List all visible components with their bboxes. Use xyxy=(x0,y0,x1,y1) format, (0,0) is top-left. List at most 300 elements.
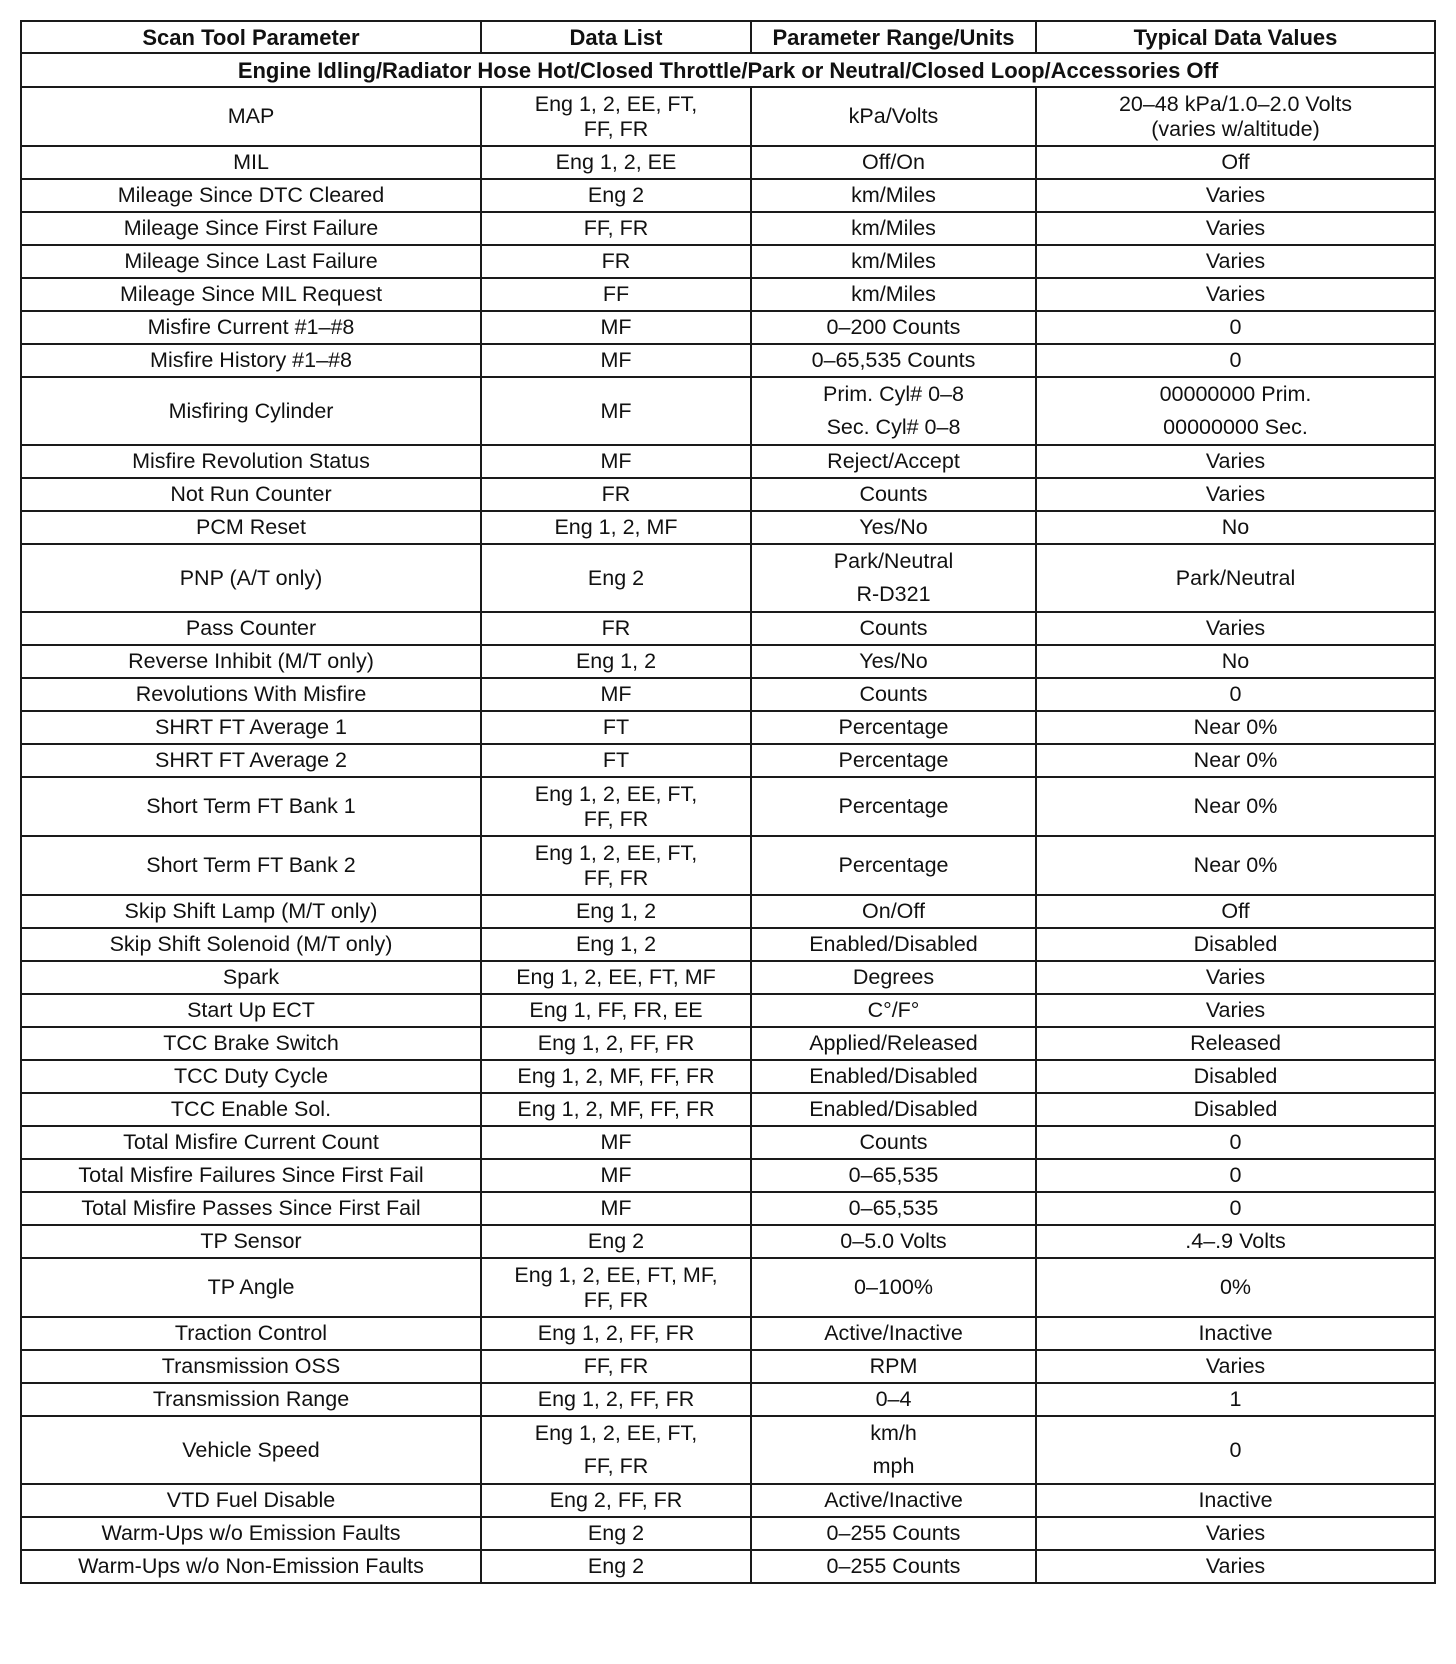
cell-parameter-line: Skip Shift Lamp (M/T only) xyxy=(124,899,378,923)
cell-typical-value-line: No xyxy=(1221,515,1250,539)
cell-range-units-line: Reject/Accept xyxy=(827,449,960,473)
table-row xyxy=(21,1192,1435,1225)
cell-range-units xyxy=(751,179,1036,212)
cell-typical-value xyxy=(1036,478,1435,511)
cell-parameter-line: Start Up ECT xyxy=(187,998,315,1022)
table-row xyxy=(21,1027,1435,1060)
cell-range-units xyxy=(751,895,1036,928)
cell-data-list-line: FF, FR xyxy=(583,216,649,240)
cell-parameter xyxy=(21,1317,481,1350)
cell-parameter xyxy=(21,928,481,961)
cell-range-units xyxy=(751,678,1036,711)
cell-typical-value-line: 0 xyxy=(1229,315,1242,339)
cell-data-list xyxy=(481,836,751,895)
cell-parameter-line: Misfire Revolution Status xyxy=(132,449,370,473)
cell-range-units xyxy=(751,928,1036,961)
cell-data-list xyxy=(481,895,751,928)
cell-typical-value xyxy=(1036,961,1435,994)
cell-parameter-line: TP Angle xyxy=(207,1275,295,1299)
cell-range-units-line: 0–65,535 xyxy=(848,1163,939,1187)
table-row xyxy=(21,1484,1435,1517)
cell-parameter-line: Skip Shift Solenoid (M/T only) xyxy=(109,932,393,956)
cell-data-list xyxy=(481,1484,751,1517)
table-row xyxy=(21,1517,1435,1550)
table-row xyxy=(21,146,1435,179)
cell-typical-value xyxy=(1036,1225,1435,1258)
cell-parameter xyxy=(21,1350,481,1383)
cell-typical-value xyxy=(1036,711,1435,744)
cell-data-list-line: Eng 2 xyxy=(587,1229,645,1253)
cell-range-units-line: Active/Inactive xyxy=(824,1321,963,1345)
cell-range-units-line: Enabled/Disabled xyxy=(809,932,978,956)
cell-range-units-line: km/Miles xyxy=(851,282,936,306)
cell-parameter xyxy=(21,212,481,245)
cell-range-units-line: 0–5.0 Volts xyxy=(840,1229,947,1253)
cell-parameter-line: TCC Brake Switch xyxy=(163,1031,339,1055)
cell-data-list xyxy=(481,645,751,678)
cell-range-units xyxy=(751,212,1036,245)
cell-data-list-line: MF xyxy=(600,449,632,473)
cell-range-units xyxy=(751,445,1036,478)
cell-parameter xyxy=(21,1383,481,1416)
table-row xyxy=(21,1159,1435,1192)
cell-data-list xyxy=(481,678,751,711)
cell-typical-value xyxy=(1036,377,1435,445)
cell-data-list-line: FF, FR xyxy=(583,116,649,141)
cell-range-units-line: km/Miles xyxy=(851,249,936,273)
cell-typical-value xyxy=(1036,544,1435,612)
cell-data-list-line: Eng 1, 2 xyxy=(575,899,657,923)
cell-data-list-line: Eng 2, FF, FR xyxy=(549,1488,683,1512)
cell-data-list xyxy=(481,711,751,744)
table-row xyxy=(21,711,1435,744)
cell-typical-value-line: Varies xyxy=(1205,616,1266,640)
cell-range-units xyxy=(751,1416,1036,1484)
cell-typical-value-line: Varies xyxy=(1205,216,1266,240)
cell-typical-value-line: Inactive xyxy=(1198,1488,1273,1512)
cell-range-units xyxy=(751,1192,1036,1225)
cell-data-list xyxy=(481,777,751,836)
cell-range-units-line: 0–65,535 Counts xyxy=(811,348,976,372)
cell-data-list-line: FF xyxy=(602,282,630,306)
cell-parameter xyxy=(21,544,481,612)
cell-range-units-line: Counts xyxy=(859,682,928,706)
cell-typical-value xyxy=(1036,777,1435,836)
cell-parameter xyxy=(21,1060,481,1093)
header-parameter-range-units: Parameter Range/Units xyxy=(751,21,1036,53)
cell-parameter xyxy=(21,311,481,344)
cell-data-list-line: FF, FR xyxy=(583,806,649,831)
header-typical-data-values: Typical Data Values xyxy=(1036,21,1435,53)
cell-parameter xyxy=(21,179,481,212)
cell-typical-value-line: Disabled xyxy=(1193,1097,1278,1121)
cell-parameter-line: Transmission Range xyxy=(152,1387,350,1411)
cell-data-list-line: Eng 1, 2, EE, FT, xyxy=(534,781,698,806)
cell-data-list-line: Eng 1, 2, EE xyxy=(555,150,677,174)
cell-parameter xyxy=(21,744,481,777)
cell-range-units xyxy=(751,1060,1036,1093)
cell-data-list-line: Eng 1, 2 xyxy=(575,649,657,673)
cell-range-units xyxy=(751,1550,1036,1583)
cell-range-units xyxy=(751,1027,1036,1060)
table-row xyxy=(21,777,1435,836)
table-row xyxy=(21,994,1435,1027)
cell-range-units-line: Enabled/Disabled xyxy=(809,1097,978,1121)
cell-parameter xyxy=(21,1027,481,1060)
cell-range-units xyxy=(751,711,1036,744)
cell-data-list-line: Eng 1, 2, MF xyxy=(554,515,678,539)
cell-range-units xyxy=(751,1126,1036,1159)
cell-data-list-line: MF xyxy=(600,348,632,372)
cell-data-list-line: FR xyxy=(601,482,631,506)
cell-typical-value-line: Near 0% xyxy=(1193,748,1278,772)
cell-range-units xyxy=(751,278,1036,311)
cell-data-list-line: Eng 1, 2 xyxy=(575,932,657,956)
cell-data-list xyxy=(481,1060,751,1093)
cell-data-list xyxy=(481,511,751,544)
cell-data-list-line: Eng 1, 2, MF, FF, FR xyxy=(517,1064,715,1088)
cell-data-list-line: Eng 2 xyxy=(587,1554,645,1578)
cell-typical-value-line: Varies xyxy=(1205,1521,1266,1545)
cell-range-units-line: Counts xyxy=(859,616,928,640)
cell-typical-value xyxy=(1036,928,1435,961)
cell-typical-value-line: .4–.9 Volts xyxy=(1185,1229,1286,1253)
cell-typical-value-line: (varies w/altitude) xyxy=(1151,116,1320,141)
cell-typical-value xyxy=(1036,1350,1435,1383)
cell-parameter xyxy=(21,1159,481,1192)
cell-range-units xyxy=(751,836,1036,895)
cell-range-units-line: Counts xyxy=(859,482,928,506)
scan-tool-data-table xyxy=(20,20,1436,1584)
cell-data-list xyxy=(481,1192,751,1225)
cell-range-units xyxy=(751,478,1036,511)
cell-parameter xyxy=(21,1258,481,1317)
cell-typical-value xyxy=(1036,1093,1435,1126)
cell-range-units-line: mph xyxy=(872,1454,915,1478)
cell-typical-value-line: Inactive xyxy=(1198,1321,1273,1345)
cell-parameter xyxy=(21,836,481,895)
cell-range-units-line: 0–255 Counts xyxy=(826,1521,961,1545)
section-title: Engine Idling/Radiator Hose Hot/Closed Throttle/Park or Neutral/Closed Loop/Accessories Off xyxy=(21,53,1435,87)
cell-data-list-line: Eng 2 xyxy=(587,1521,645,1545)
cell-typical-value xyxy=(1036,311,1435,344)
cell-data-list-line: Eng 1, 2, MF, FF, FR xyxy=(517,1097,715,1121)
cell-typical-value xyxy=(1036,895,1435,928)
cell-typical-value xyxy=(1036,1027,1435,1060)
cell-parameter-line: SHRT FT Average 1 xyxy=(154,715,347,739)
cell-parameter xyxy=(21,278,481,311)
cell-parameter-line: TP Sensor xyxy=(200,1229,302,1253)
cell-range-units xyxy=(751,1484,1036,1517)
cell-data-list-line: FF, FR xyxy=(583,1287,649,1312)
cell-typical-value xyxy=(1036,1517,1435,1550)
cell-range-units-line: Percentage xyxy=(838,748,949,772)
cell-range-units xyxy=(751,1258,1036,1317)
cell-parameter xyxy=(21,1517,481,1550)
cell-range-units-line: 0–255 Counts xyxy=(826,1554,961,1578)
table-row xyxy=(21,344,1435,377)
cell-data-list-line: MF xyxy=(600,398,632,423)
cell-data-list-line: FR xyxy=(601,249,631,273)
cell-parameter-line: PNP (A/T only) xyxy=(179,565,323,590)
cell-parameter-line: Short Term FT Bank 2 xyxy=(146,853,356,877)
cell-parameter-line: MAP xyxy=(227,104,275,128)
cell-typical-value-line: Park/Neutral xyxy=(1175,565,1296,590)
cell-parameter xyxy=(21,1225,481,1258)
cell-typical-value-line: 0 xyxy=(1229,1196,1242,1220)
cell-range-units xyxy=(751,146,1036,179)
table-row xyxy=(21,928,1435,961)
cell-data-list-line: FF, FR xyxy=(583,865,649,890)
cell-range-units-line: Park/Neutral xyxy=(833,549,954,573)
cell-range-units xyxy=(751,1383,1036,1416)
cell-data-list xyxy=(481,245,751,278)
cell-parameter xyxy=(21,1484,481,1517)
table-row xyxy=(21,1317,1435,1350)
cell-typical-value-line: 0 xyxy=(1229,682,1242,706)
cell-range-units xyxy=(751,645,1036,678)
cell-typical-value xyxy=(1036,678,1435,711)
cell-data-list xyxy=(481,1126,751,1159)
cell-data-list xyxy=(481,377,751,445)
cell-parameter xyxy=(21,445,481,478)
cell-data-list-line: MF xyxy=(600,682,632,706)
table-row xyxy=(21,212,1435,245)
table-row xyxy=(21,311,1435,344)
table-row xyxy=(21,836,1435,895)
cell-parameter xyxy=(21,961,481,994)
cell-data-list xyxy=(481,1350,751,1383)
cell-typical-value xyxy=(1036,87,1435,146)
table-row xyxy=(21,511,1435,544)
table-row xyxy=(21,278,1435,311)
cell-parameter xyxy=(21,711,481,744)
cell-typical-value-line: Varies xyxy=(1205,1354,1266,1378)
cell-parameter-line: MIL xyxy=(233,150,269,174)
cell-parameter xyxy=(21,377,481,445)
cell-range-units-line: Active/Inactive xyxy=(824,1488,963,1512)
cell-parameter xyxy=(21,245,481,278)
cell-parameter-line: TCC Duty Cycle xyxy=(173,1064,329,1088)
cell-range-units xyxy=(751,1350,1036,1383)
table-row xyxy=(21,544,1435,612)
table-row xyxy=(21,245,1435,278)
cell-range-units xyxy=(751,245,1036,278)
cell-typical-value-line: 00000000 Prim. xyxy=(1159,382,1312,406)
cell-typical-value-line: Released xyxy=(1190,1031,1281,1055)
cell-parameter-line: Reverse Inhibit (M/T only) xyxy=(128,649,374,673)
cell-data-list xyxy=(481,1027,751,1060)
cell-data-list-line: MF xyxy=(600,315,632,339)
cell-data-list xyxy=(481,1225,751,1258)
cell-range-units xyxy=(751,544,1036,612)
cell-typical-value xyxy=(1036,1416,1435,1484)
cell-typical-value-line: 0 xyxy=(1229,1163,1242,1187)
cell-typical-value-line: Disabled xyxy=(1193,932,1278,956)
cell-range-units xyxy=(751,344,1036,377)
cell-data-list xyxy=(481,612,751,645)
cell-parameter-line: SHRT FT Average 2 xyxy=(154,748,347,772)
cell-typical-value xyxy=(1036,836,1435,895)
cell-parameter-line: Mileage Since Last Failure xyxy=(124,249,378,273)
cell-typical-value-line: Near 0% xyxy=(1193,794,1278,818)
cell-parameter-line: Misfire Current #1–#8 xyxy=(147,315,355,339)
cell-parameter xyxy=(21,1192,481,1225)
cell-data-list-line: Eng 1, 2, EE, FT, MF xyxy=(516,965,716,989)
cell-data-list xyxy=(481,278,751,311)
cell-parameter xyxy=(21,1126,481,1159)
cell-data-list-line: Eng 1, 2, EE, FT, MF, xyxy=(514,1262,718,1287)
cell-range-units-line: 0–65,535 xyxy=(848,1196,939,1220)
cell-data-list-line: FT xyxy=(602,715,630,739)
cell-typical-value-line: 00000000 Sec. xyxy=(1163,415,1308,439)
cell-range-units-line: Percentage xyxy=(838,853,949,877)
cell-typical-value-line: Off xyxy=(1221,150,1250,174)
cell-data-list-line: Eng 2 xyxy=(587,565,645,590)
cell-parameter-line: Traction Control xyxy=(174,1321,328,1345)
cell-parameter-line: Total Misfire Failures Since First Fail xyxy=(78,1163,424,1187)
cell-data-list-line: Eng 1, 2, FF, FR xyxy=(537,1031,695,1055)
cell-typical-value-line: Varies xyxy=(1205,1554,1266,1578)
cell-typical-value xyxy=(1036,1383,1435,1416)
cell-data-list xyxy=(481,1317,751,1350)
cell-parameter-line: Warm-Ups w/o Non-Emission Faults xyxy=(78,1554,424,1578)
cell-typical-value-line: 0 xyxy=(1229,1437,1242,1462)
cell-typical-value-line: 0 xyxy=(1229,348,1242,372)
cell-parameter-line: Pass Counter xyxy=(185,616,317,640)
table-row xyxy=(21,1350,1435,1383)
table-row xyxy=(21,1383,1435,1416)
cell-data-list xyxy=(481,1383,751,1416)
cell-range-units xyxy=(751,1159,1036,1192)
cell-range-units-line: 0–200 Counts xyxy=(826,315,961,339)
cell-data-list xyxy=(481,994,751,1027)
cell-data-list-line: MF xyxy=(600,1163,632,1187)
cell-data-list-line: FF, FR xyxy=(583,1454,649,1478)
cell-typical-value xyxy=(1036,1317,1435,1350)
cell-data-list xyxy=(481,928,751,961)
cell-typical-value xyxy=(1036,344,1435,377)
header-scan-tool-parameter: Scan Tool Parameter xyxy=(21,21,481,53)
cell-typical-value xyxy=(1036,744,1435,777)
cell-range-units-line: RPM xyxy=(869,1354,918,1378)
cell-typical-value-line: Near 0% xyxy=(1193,715,1278,739)
cell-typical-value-line: Varies xyxy=(1205,449,1266,473)
table-row xyxy=(21,645,1435,678)
cell-range-units-line: Enabled/Disabled xyxy=(809,1064,978,1088)
cell-range-units-line: Off/On xyxy=(862,150,925,174)
cell-data-list-line: Eng 1, 2, EE, FT, xyxy=(534,91,698,116)
cell-parameter-line: TCC Enable Sol. xyxy=(170,1097,332,1121)
cell-typical-value-line: Varies xyxy=(1205,965,1266,989)
cell-typical-value xyxy=(1036,1159,1435,1192)
table-row xyxy=(21,1093,1435,1126)
cell-range-units-line: Sec. Cyl# 0–8 xyxy=(826,415,961,439)
cell-typical-value xyxy=(1036,179,1435,212)
cell-typical-value xyxy=(1036,511,1435,544)
cell-data-list xyxy=(481,1093,751,1126)
cell-range-units xyxy=(751,1517,1036,1550)
cell-range-units xyxy=(751,1317,1036,1350)
cell-parameter-line: Total Misfire Passes Since First Fail xyxy=(81,1196,421,1220)
cell-data-list xyxy=(481,311,751,344)
cell-range-units-line: km/Miles xyxy=(851,216,936,240)
cell-parameter xyxy=(21,777,481,836)
cell-data-list xyxy=(481,1517,751,1550)
cell-data-list-line: MF xyxy=(600,1196,632,1220)
cell-data-list xyxy=(481,212,751,245)
cell-data-list-line: Eng 1, 2, EE, FT, xyxy=(534,1421,698,1445)
cell-parameter xyxy=(21,146,481,179)
cell-range-units-line: km/Miles xyxy=(851,183,936,207)
cell-parameter-line: Transmission OSS xyxy=(161,1354,341,1378)
cell-range-units-line: Degrees xyxy=(852,965,935,989)
table-row xyxy=(21,678,1435,711)
cell-range-units xyxy=(751,377,1036,445)
cell-data-list xyxy=(481,744,751,777)
cell-typical-value-line: Varies xyxy=(1205,482,1266,506)
cell-typical-value xyxy=(1036,1258,1435,1317)
cell-parameter xyxy=(21,994,481,1027)
cell-typical-value xyxy=(1036,1484,1435,1517)
cell-parameter-line: Vehicle Speed xyxy=(182,1437,320,1462)
cell-typical-value-line: Near 0% xyxy=(1193,853,1278,877)
cell-parameter-line: Short Term FT Bank 1 xyxy=(146,794,356,818)
cell-typical-value-line: 20–48 kPa/1.0–2.0 Volts xyxy=(1118,91,1353,116)
cell-range-units-line: Yes/No xyxy=(859,515,928,539)
cell-data-list xyxy=(481,1416,751,1484)
cell-range-units-line: Yes/No xyxy=(859,649,928,673)
cell-typical-value xyxy=(1036,212,1435,245)
cell-range-units xyxy=(751,87,1036,146)
cell-parameter-line: Total Misfire Current Count xyxy=(123,1130,379,1154)
cell-range-units-line: Prim. Cyl# 0–8 xyxy=(823,382,964,406)
cell-typical-value xyxy=(1036,1192,1435,1225)
cell-data-list xyxy=(481,478,751,511)
cell-parameter xyxy=(21,895,481,928)
cell-data-list-line: Eng 1, FF, FR, EE xyxy=(529,998,703,1022)
table-row xyxy=(21,612,1435,645)
cell-range-units-line: Percentage xyxy=(838,794,949,818)
table-row xyxy=(21,445,1435,478)
cell-range-units-line: km/h xyxy=(870,1421,917,1445)
cell-parameter-line: Not Run Counter xyxy=(170,482,332,506)
table-row xyxy=(21,87,1435,146)
cell-data-list xyxy=(481,544,751,612)
cell-parameter-line: Mileage Since DTC Cleared xyxy=(117,183,385,207)
header-row xyxy=(21,21,1435,53)
cell-data-list-line: FT xyxy=(602,748,630,772)
cell-data-list-line: FF, FR xyxy=(583,1354,649,1378)
cell-parameter-line: Revolutions With Misfire xyxy=(135,682,367,706)
cell-parameter-line: VTD Fuel Disable xyxy=(166,1488,336,1512)
header-data-list: Data List xyxy=(481,21,751,53)
cell-parameter xyxy=(21,612,481,645)
cell-range-units xyxy=(751,1225,1036,1258)
cell-data-list-line: Eng 1, 2, FF, FR xyxy=(537,1387,695,1411)
cell-parameter xyxy=(21,478,481,511)
cell-data-list xyxy=(481,1550,751,1583)
cell-range-units-line: On/Off xyxy=(862,899,925,923)
cell-typical-value-line: Off xyxy=(1221,899,1250,923)
cell-parameter xyxy=(21,678,481,711)
table-row xyxy=(21,744,1435,777)
cell-typical-value xyxy=(1036,612,1435,645)
table-row xyxy=(21,1416,1435,1484)
cell-data-list xyxy=(481,179,751,212)
cell-parameter-line: Warm-Ups w/o Emission Faults xyxy=(101,1521,401,1545)
cell-data-list xyxy=(481,344,751,377)
